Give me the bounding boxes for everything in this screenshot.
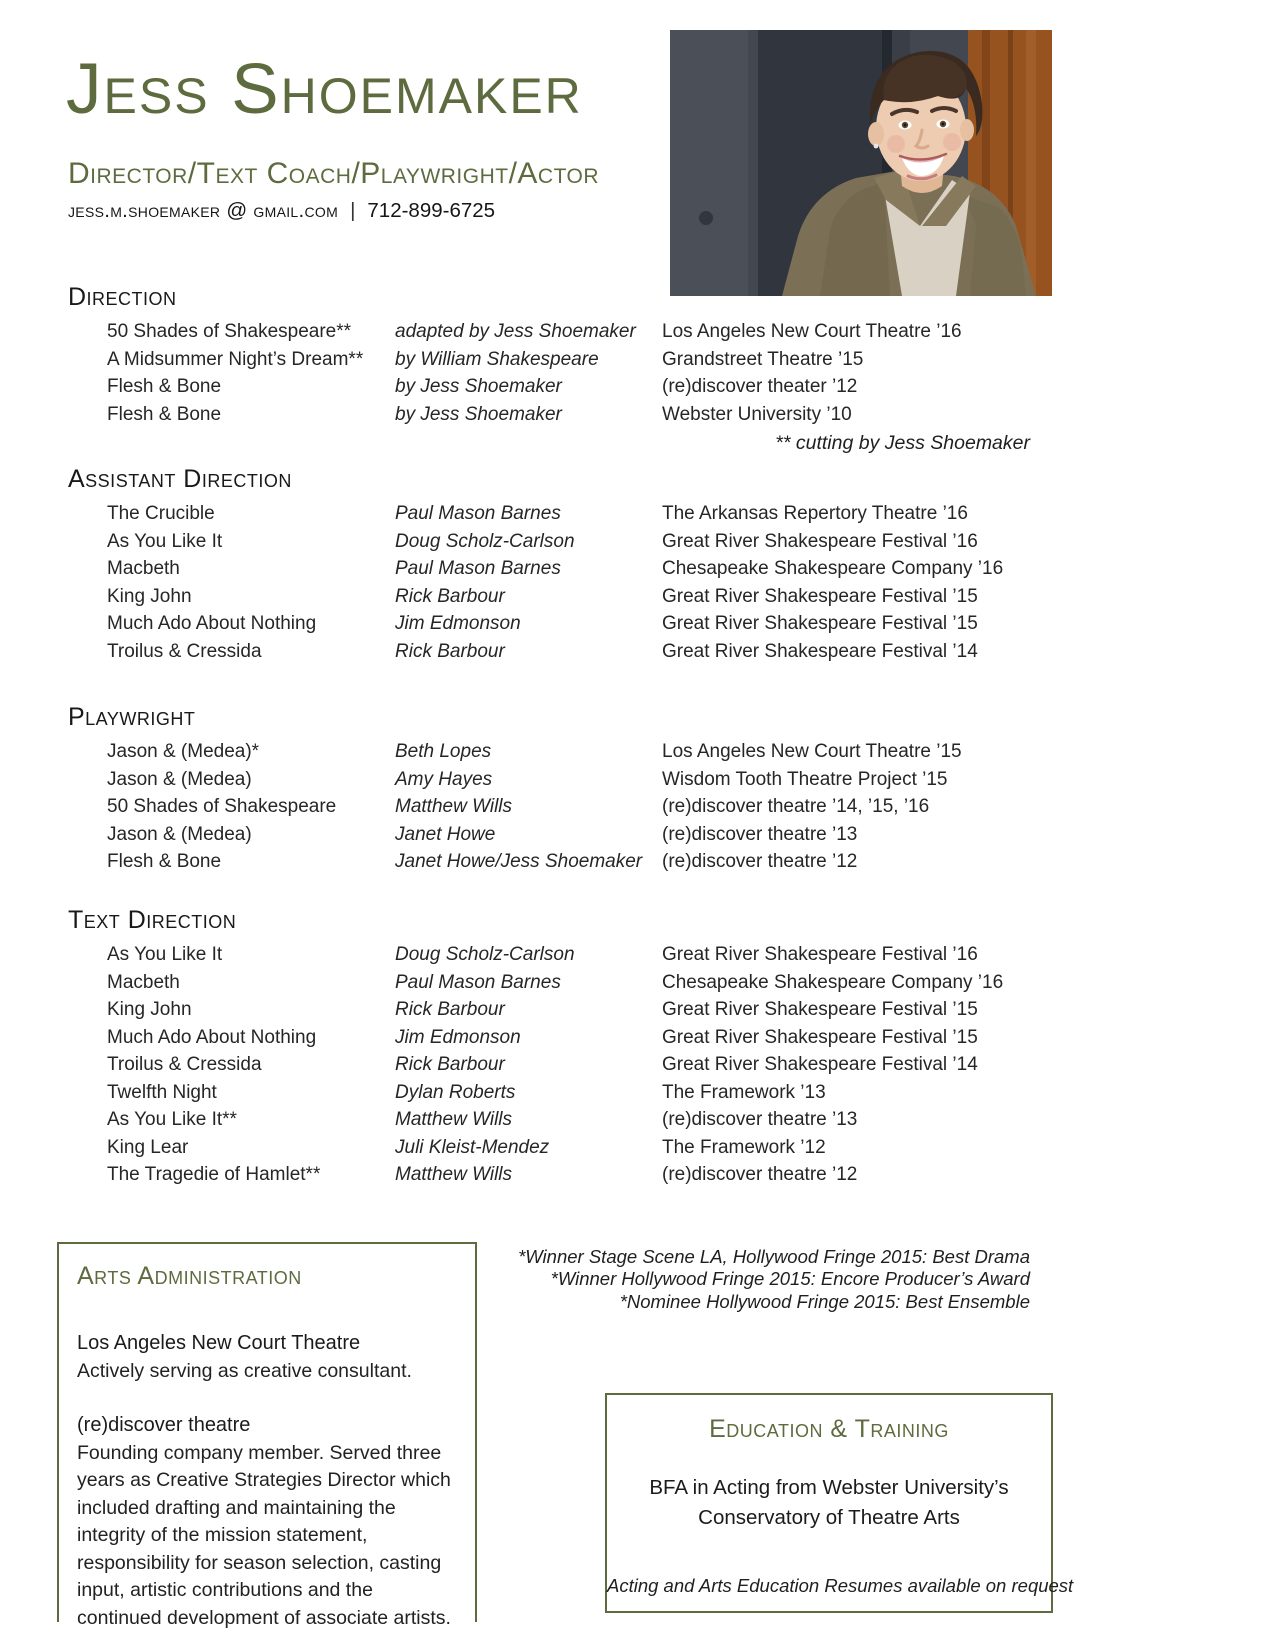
production-title: As You Like It bbox=[107, 530, 223, 552]
production-title: King John bbox=[107, 585, 192, 607]
award-note: *Nominee Hollywood Fringe 2015: Best Ensemble bbox=[619, 1290, 1030, 1312]
arts-entry bbox=[77, 1412, 453, 1632]
credit-row bbox=[107, 1079, 1030, 1107]
collaborator-name: Jim Edmonson bbox=[395, 613, 521, 634]
organization-name: Los Angeles New Court Theatre bbox=[77, 1332, 361, 1354]
section-heading: Playwright bbox=[68, 703, 196, 731]
credit-row bbox=[107, 1024, 1030, 1052]
venue-year: (re)discover theatre ’13 bbox=[662, 823, 858, 845]
collaborator-name: Rick Barbour bbox=[395, 1054, 505, 1075]
venue-year: The Framework ’12 bbox=[662, 1136, 826, 1158]
collaborator-name: by Jess Shoemaker bbox=[395, 376, 562, 397]
credit-row bbox=[107, 848, 1030, 876]
credit-row bbox=[107, 996, 1030, 1024]
credit-row bbox=[107, 1134, 1030, 1162]
production-title: Macbeth bbox=[107, 558, 180, 579]
arts-administration-heading: Arts Administration bbox=[77, 1262, 302, 1290]
production-title: Flesh & Bone bbox=[107, 851, 222, 872]
contact-separator: | bbox=[350, 199, 356, 222]
venue-year: (re)discover theater ’12 bbox=[662, 376, 858, 397]
venue-year: The Framework ’13 bbox=[662, 1081, 826, 1103]
production-title: King John bbox=[107, 999, 192, 1020]
section-direction bbox=[68, 280, 1030, 458]
production-title: The Crucible bbox=[107, 503, 215, 524]
venue-year: Grandstreet Theatre ’15 bbox=[662, 348, 864, 370]
credit-row bbox=[107, 738, 1030, 766]
credit-row bbox=[107, 583, 1030, 611]
credit-row bbox=[107, 969, 1030, 997]
credit-row bbox=[107, 500, 1030, 528]
collaborator-name: Doug Scholz-Carlson bbox=[395, 530, 575, 552]
venue-year: Great River Shakespeare Festival ’15 bbox=[662, 613, 978, 634]
collaborator-name: Rick Barbour bbox=[395, 999, 505, 1020]
contact-line bbox=[68, 198, 495, 224]
collaborator-name: Matthew Wills bbox=[395, 796, 513, 817]
collaborator-name: Janet Howe/Jess Shoemaker bbox=[395, 851, 643, 872]
production-title: Jason & (Medea)* bbox=[107, 741, 260, 762]
credit-row bbox=[107, 373, 1030, 401]
credit-row bbox=[107, 941, 1030, 969]
award-note: *Winner Stage Scene LA, Hollywood Fringe 2015: Best Drama bbox=[518, 1246, 1030, 1267]
credit-rows bbox=[107, 318, 1030, 428]
venue-year: Great River Shakespeare Festival ’15 bbox=[662, 1026, 978, 1048]
production-title: Flesh & Bone bbox=[107, 376, 222, 397]
production-title: As You Like It** bbox=[107, 1109, 237, 1130]
production-title: The Tragedie of Hamlet** bbox=[107, 1164, 321, 1185]
venue-year: (re)discover theatre ’14, ’15, ’16 bbox=[662, 796, 930, 817]
organization-name: (re)discover theatre bbox=[77, 1414, 251, 1436]
collaborator-name: Rick Barbour bbox=[395, 585, 505, 607]
degree-text: BFA in Acting from Webster University’s Conservatory of Theatre Arts bbox=[649, 1476, 1009, 1529]
collaborator-name: Paul Mason Barnes bbox=[395, 971, 561, 993]
award-note: *Winner Hollywood Fringe 2015: Encore Producer’s Award bbox=[550, 1268, 1030, 1290]
production-title: As You Like It bbox=[107, 944, 223, 965]
collaborator-name: Amy Hayes bbox=[395, 768, 493, 790]
collaborator-name: Matthew Wills bbox=[395, 1109, 513, 1130]
credit-row bbox=[107, 793, 1030, 821]
production-title: Much Ado About Nothing bbox=[107, 613, 317, 634]
collaborator-name: Janet Howe bbox=[395, 823, 496, 845]
collaborator-name: Dylan Roberts bbox=[395, 1081, 516, 1103]
collaborator-name: Matthew Wills bbox=[395, 1164, 513, 1185]
headshot-photo bbox=[670, 30, 1052, 296]
venue-year: Great River Shakespeare Festival ’14 bbox=[662, 640, 978, 662]
page-title: Jess Shoemaker bbox=[66, 50, 583, 129]
production-title: A Midsummer Night’s Dream** bbox=[107, 348, 364, 370]
collaborator-name: adapted by Jess Shoemaker bbox=[395, 321, 636, 342]
organization-description: Founding company member. Served three years as Creative Strategies Director which included drafting and maintaining the integrity of the mission statement, responsibility for season selection, casting input, artistic contributions and the continued development of associate artists. bbox=[77, 1441, 451, 1629]
credit-row bbox=[107, 318, 1030, 346]
production-title: Much Ado About Nothing bbox=[107, 1026, 317, 1048]
collaborator-name: Paul Mason Barnes bbox=[395, 558, 561, 579]
credit-row bbox=[107, 346, 1030, 374]
resumes-note: Acting and Arts Education Resumes available on request bbox=[607, 1575, 1074, 1596]
venue-year: Los Angeles New Court Theatre ’15 bbox=[662, 741, 962, 762]
venue-year: Chesapeake Shakespeare Company ’16 bbox=[662, 971, 1004, 993]
organization-description: Actively serving as creative consultant. bbox=[77, 1359, 412, 1382]
credit-rows bbox=[107, 500, 1030, 665]
production-title: Troilus & Cressida bbox=[107, 640, 262, 662]
education-box bbox=[605, 1393, 1074, 1613]
section-heading: Assistant Direction bbox=[68, 465, 292, 493]
arts-administration-box bbox=[57, 1242, 477, 1629]
collaborator-name: Rick Barbour bbox=[395, 640, 505, 662]
production-title: Twelfth Night bbox=[107, 1081, 217, 1103]
venue-year: Great River Shakespeare Festival ’16 bbox=[662, 530, 978, 552]
section-playwright bbox=[68, 700, 1030, 876]
venue-year: Webster University ’10 bbox=[662, 403, 852, 425]
collaborator-name: by Jess Shoemaker bbox=[395, 403, 562, 425]
venue-year: Wisdom Tooth Theatre Project ’15 bbox=[662, 768, 948, 790]
section-heading: Direction bbox=[68, 283, 177, 311]
section-text-direction bbox=[68, 903, 1030, 1189]
production-title: Troilus & Cressida bbox=[107, 1054, 262, 1075]
phone-text: 712-899-6725 bbox=[367, 199, 496, 222]
collaborator-name: by William Shakespeare bbox=[395, 348, 599, 370]
credit-row bbox=[107, 1051, 1030, 1079]
email-text: jess.m.shoemaker @ gmail.com bbox=[68, 199, 339, 222]
credit-row bbox=[107, 766, 1030, 794]
venue-year: (re)discover theatre ’12 bbox=[662, 1164, 858, 1185]
collaborator-name: Beth Lopes bbox=[395, 741, 492, 762]
role-subtitle: Director/Text Coach/Playwright/Actor bbox=[68, 157, 600, 190]
venue-year: (re)discover theatre ’13 bbox=[662, 1109, 858, 1130]
venue-year: Great River Shakespeare Festival ’15 bbox=[662, 585, 978, 607]
collaborator-name: Doug Scholz-Carlson bbox=[395, 944, 575, 965]
venue-year: Los Angeles New Court Theatre ’16 bbox=[662, 321, 962, 342]
production-title: Jason & (Medea) bbox=[107, 823, 252, 845]
venue-year: The Arkansas Repertory Theatre ’16 bbox=[662, 503, 968, 524]
credit-row bbox=[107, 401, 1030, 429]
production-title: Macbeth bbox=[107, 971, 180, 993]
production-title: King Lear bbox=[107, 1136, 189, 1158]
arts-administration-entries bbox=[77, 1330, 453, 1632]
production-title: 50 Shades of Shakespeare bbox=[107, 796, 337, 817]
production-title: Jason & (Medea) bbox=[107, 768, 252, 790]
arts-entry bbox=[77, 1330, 453, 1385]
production-title: 50 Shades of Shakespeare** bbox=[107, 321, 352, 342]
awards-notes bbox=[400, 1246, 1030, 1313]
credit-row bbox=[107, 1106, 1030, 1134]
credit-row bbox=[107, 638, 1030, 666]
section-footnote: ** cutting by Jess Shoemaker bbox=[775, 432, 1030, 454]
credit-rows bbox=[107, 738, 1030, 876]
collaborator-name: Jim Edmonson bbox=[395, 1026, 521, 1048]
venue-year: Great River Shakespeare Festival ’16 bbox=[662, 944, 978, 965]
education-heading: Education & Training bbox=[709, 1415, 949, 1443]
credit-row bbox=[107, 528, 1030, 556]
section-heading: Text Direction bbox=[68, 906, 237, 934]
production-title: Flesh & Bone bbox=[107, 403, 222, 425]
credit-row bbox=[107, 610, 1030, 638]
collaborator-name: Paul Mason Barnes bbox=[395, 503, 561, 524]
credit-rows bbox=[107, 941, 1030, 1189]
headshot-illustration bbox=[670, 30, 1052, 296]
credit-row bbox=[107, 555, 1030, 583]
section-assistant-direction bbox=[68, 462, 1030, 665]
venue-year: Great River Shakespeare Festival ’15 bbox=[662, 999, 978, 1020]
credit-row bbox=[107, 821, 1030, 849]
venue-year: (re)discover theatre ’12 bbox=[662, 851, 858, 872]
credit-row bbox=[107, 1161, 1030, 1189]
collaborator-name: Juli Kleist-Mendez bbox=[395, 1136, 550, 1158]
venue-year: Great River Shakespeare Festival ’14 bbox=[662, 1054, 978, 1075]
venue-year: Chesapeake Shakespeare Company ’16 bbox=[662, 558, 1004, 579]
